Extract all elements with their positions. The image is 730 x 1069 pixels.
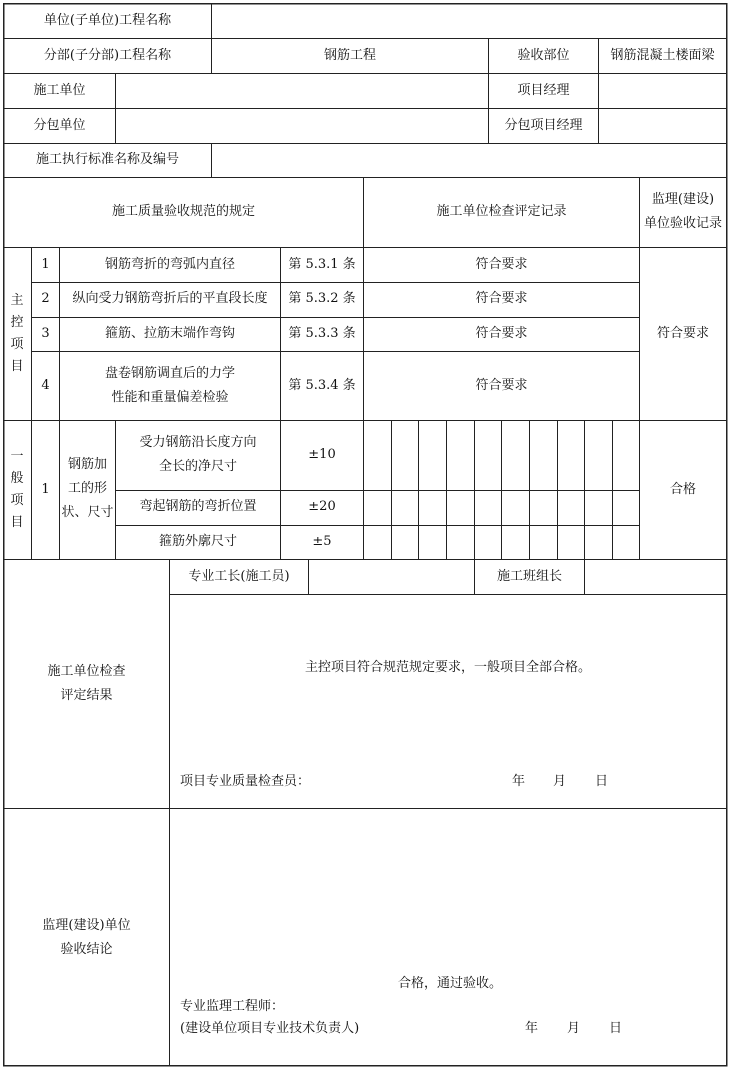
supervision-header-line1: 监理(建设) <box>651 192 715 207</box>
spec-column-header: 施工质量验收规范的规定 <box>111 204 255 219</box>
supervision-month: 月 <box>567 1021 581 1036</box>
unit-project-label: 单位(子单位)工程名称 <box>43 13 172 28</box>
main-item-2-record: 符合要求 <box>475 291 528 306</box>
general-sub-label-line2: 工的形 <box>67 481 107 496</box>
main-control-result: 符合要求 <box>656 326 709 341</box>
supervision-header-line2: 单位验收记录 <box>643 216 722 231</box>
general-item-2-tolerance: ±20 <box>308 499 336 514</box>
accept-part-label: 验收部位 <box>517 48 570 63</box>
accept-part-value: 钢筋混凝土楼面梁 <box>610 48 715 63</box>
main-item-4-name-line2: 性能和重量偏差检验 <box>111 390 229 405</box>
supervision-result-label-line2: 验收结论 <box>60 942 113 957</box>
supervision-column-header <box>640 188 726 236</box>
general-group-label: 一般项目 <box>10 449 24 530</box>
team-leader-label: 施工班组长 <box>496 569 562 584</box>
subcontract-manager-label: 分包项目经理 <box>504 118 583 133</box>
main-item-1-record: 符合要求 <box>475 257 528 272</box>
general-item-3-name: 箍筋外廓尺寸 <box>158 534 237 549</box>
main-item-3-no: 3 <box>41 326 50 341</box>
main-item-2-name: 纵向受力钢筋弯折后的平直段长度 <box>72 291 268 306</box>
general-item-2-name: 弯起钢筋的弯折位置 <box>139 499 257 514</box>
owner-tech-lead-label: (建设单位项目专业技术负责人) <box>180 1021 360 1036</box>
construction-result-label-line2: 评定结果 <box>60 688 113 703</box>
construction-year: 年 <box>512 774 526 789</box>
main-item-2-no: 2 <box>41 291 50 306</box>
main-item-4-name <box>60 362 280 410</box>
general-sub-label-line3: 状、尺寸 <box>61 505 114 520</box>
main-item-4-no: 4 <box>41 378 50 393</box>
main-item-1-name: 钢筋弯折的弯弧内直径 <box>104 257 235 272</box>
general-item-1-tolerance: ±10 <box>308 447 336 462</box>
construction-day: 日 <box>595 774 609 789</box>
main-control-group-label: 主控项目 <box>10 293 24 374</box>
main-item-3-name: 箍筋、拉筋末端作弯钩 <box>104 326 235 341</box>
main-item-4-clause: 第 5.3.4 条 <box>288 378 356 393</box>
quality-inspector-label: 项目专业质量检查员： <box>180 774 311 789</box>
general-sub-label-line1: 钢筋加 <box>67 457 107 472</box>
supervision-day: 日 <box>609 1021 623 1036</box>
general-item-3-tolerance: ±5 <box>312 534 332 549</box>
project-manager-label: 项目经理 <box>517 83 570 98</box>
standard-label: 施工执行标准名称及编号 <box>35 152 179 167</box>
main-item-2-clause: 第 5.3.2 条 <box>288 291 356 306</box>
supervision-result-label <box>4 914 169 962</box>
construction-result-label-line1: 施工单位检查 <box>47 664 126 679</box>
general-item-no: 1 <box>41 482 50 497</box>
main-item-4-name-line1: 盘卷钢筋调直后的力学 <box>104 366 235 381</box>
general-item-1-name-line2: 全长的净尺寸 <box>158 459 237 474</box>
general-item-1-name <box>116 431 280 479</box>
subcontract-unit-label: 分包单位 <box>33 118 86 133</box>
supervision-conclusion: 合格，通过验收。 <box>398 976 503 991</box>
foreman-label: 专业工长(施工员) <box>188 569 290 584</box>
general-item-1-name-line1: 受力钢筋沿长度方向 <box>139 435 257 450</box>
supervision-engineer-label: 专业监理工程师： <box>180 999 285 1014</box>
sub-project-label: 分部(子分部)工程名称 <box>43 48 172 63</box>
check-record-column-header: 施工单位检查评定记录 <box>436 204 567 219</box>
general-result: 合格 <box>669 482 696 497</box>
supervision-result-label-line1: 监理(建设)单位 <box>42 918 131 933</box>
supervision-year: 年 <box>525 1021 539 1036</box>
construction-month: 月 <box>553 774 567 789</box>
general-sub-label <box>60 453 115 525</box>
construction-result-label <box>4 660 169 708</box>
main-item-4-record: 符合要求 <box>475 378 528 393</box>
sub-project-value: 钢筋工程 <box>323 48 376 63</box>
main-item-3-record: 符合要求 <box>475 326 528 341</box>
construction-unit-label: 施工单位 <box>33 83 86 98</box>
main-item-1-clause: 第 5.3.1 条 <box>288 257 356 272</box>
construction-conclusion: 主控项目符合规范规定要求，一般项目全部合格。 <box>304 660 591 675</box>
main-item-3-clause: 第 5.3.3 条 <box>288 326 356 341</box>
main-item-1-no: 1 <box>41 257 50 272</box>
